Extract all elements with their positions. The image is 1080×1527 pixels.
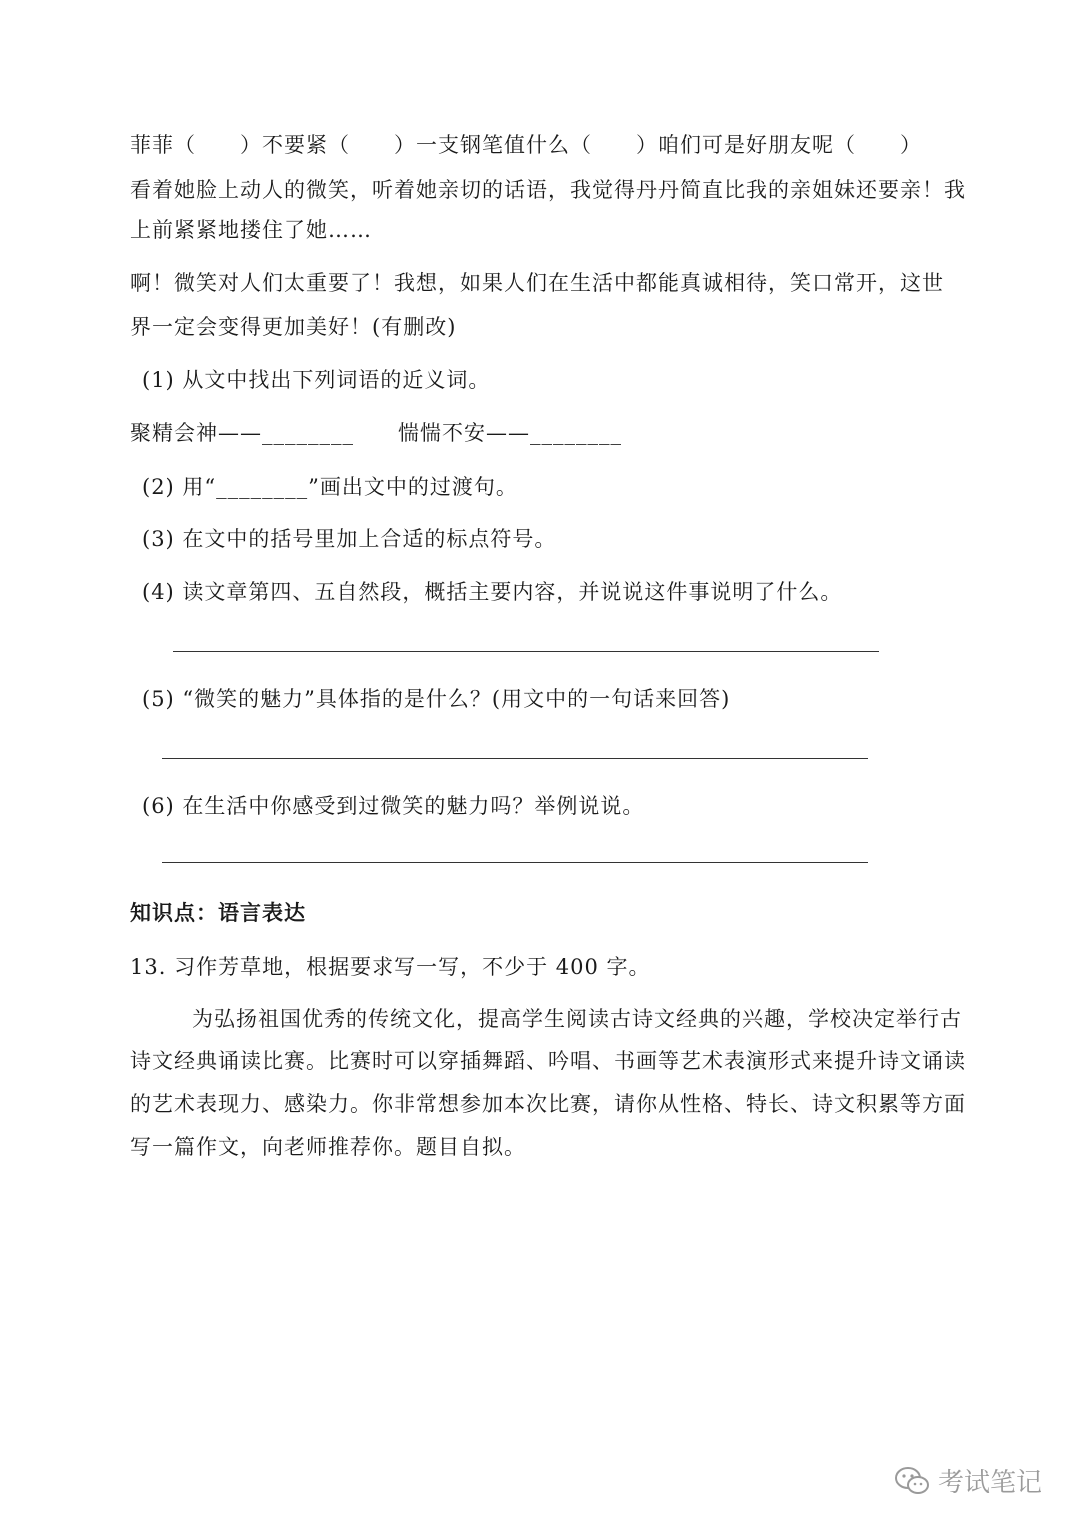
passage-line-3: 上前紧紧地搂住了她…… <box>130 218 372 242</box>
passage-line-4: 啊！微笑对人们太重要了！我想，如果人们在生活中都能真诚相待，笑口常开，这世 <box>130 271 944 295</box>
answer-line-4[interactable] <box>173 651 879 652</box>
section-heading: 知识点：语言表达 <box>130 900 306 925</box>
wechat-icon <box>894 1466 930 1496</box>
question-4: (4) 读文章第四、五自然段，概括主要内容，并说说这件事说明了什么。 <box>142 580 843 604</box>
question-2: (2) 用“________”画出文中的过渡句。 <box>142 475 518 499</box>
prompt-line-1: 为弘扬祖国优秀的传统文化，提高学生阅读古诗文经典的兴趣，学校决定举行古 <box>192 1007 962 1031</box>
prompt-line-3: 的艺术表现力、感染力。你非常想参加本次比赛，请你从性格、特长、诗文积累等方面 <box>130 1092 966 1116</box>
watermark <box>894 1462 1042 1499</box>
prompt-line-2: 诗文经典诵读比赛。比赛时可以穿插舞蹈、吟唱、书画等艺术表演形式来提升诗文诵读 <box>130 1049 966 1073</box>
passage-line-1: 菲菲（ ）不要紧（ ）一支钢笔值什么（ ）咱们可是好朋友呢（ ） <box>130 133 922 157</box>
question-1: (1) 从文中找出下列词语的近义词。 <box>142 368 491 392</box>
answer-line-6[interactable] <box>162 862 868 863</box>
item-13: 13. 习作芳草地，根据要求写一写，不少于 400 字。 <box>130 955 651 979</box>
passage-line-2: 看着她脸上动人的微笑，听着她亲切的话语，我觉得丹丹简直比我的亲姐妹还要亲！我 <box>130 178 966 202</box>
question-5: (5) “微笑的魅力”具体指的是什么？(用文中的一句话来回答) <box>142 687 731 711</box>
prompt-line-4: 写一篇作文，向老师推荐你。题目自拟。 <box>130 1135 526 1159</box>
question-3: (3) 在文中的括号里加上合适的标点符号。 <box>142 527 557 551</box>
question-6: (6) 在生活中你感受到过微笑的魅力吗？举例说说。 <box>142 794 645 818</box>
answer-line-5[interactable] <box>162 758 868 759</box>
watermark-text: 考试笔记 <box>937 1468 1042 1498</box>
question-1-words: 聚精会神——________ 惴惴不安——________ <box>130 421 622 445</box>
passage-line-5: 界一定会变得更加美好！(有删改) <box>130 315 457 339</box>
